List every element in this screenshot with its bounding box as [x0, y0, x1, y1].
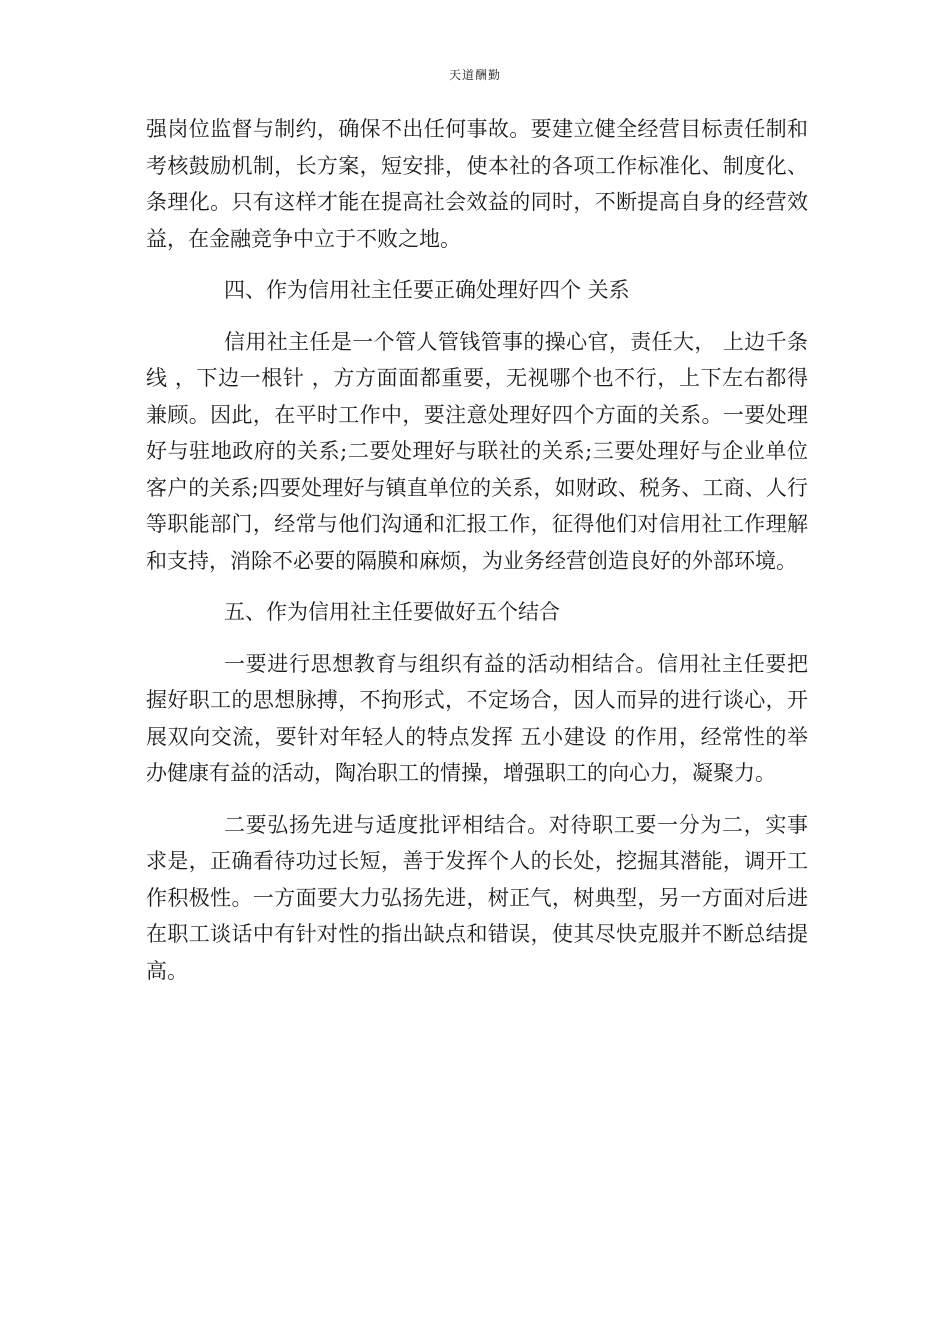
section-heading-four: 四、作为信用社主任要正确处理好四个 关系	[224, 278, 630, 302]
page-header: 天道酬勤	[448, 68, 501, 82]
paragraph-continuation: 强岗位监督与制约，确保不出任何事故。要建立健全经营目标责任制和考核鼓励机制，长方案，短安排，使本社的各项工作标准化、制度化、条理化。只有这样才能在提高社会效益的同时，不断提高自身的经营效益，在金融竞争中立于不败之地。	[146, 117, 808, 251]
paragraph-four-relations: 信用社主任是一个管人管钱管事的操心官，责任大， 上边千条线 ，下边一根针 ，方方面面都重要，无视哪个也不行，上下左右都得兼顾。因此，在平时工作中，要注意处理好四个方面的关系。一要处理好与驻地政府的关系;二要处理好与联社的关系;三要处理好与企业单位客户的关系;四要处理好与镇直单位的关系，如财政、税务、工商、人行等职能部门，经常与他们沟通和汇报工作，征得他们对信用社工作理解和支持，消除不必要的隔膜和麻烦，为业务经营创造良好的外部环境。	[146, 329, 808, 573]
document-body	[146, 111, 808, 989]
paragraph-combination-two: 二要弘扬先进与适度批评相结合。对待职工要一分为二，实事求是，正确看待功过长短，善于发挥个人的长处，挖掘其潜能，调开工作积极性。一方面要大力弘扬先进，树正气，树典型，另一方面对后进在职工谈话中有针对性的指出缺点和错误，使其尽快克服并不断总结提高。	[146, 812, 808, 983]
section-heading-five: 五、作为信用社主任要做好五个结合	[224, 600, 560, 624]
paragraph-combination-one: 一要进行思想教育与组织有益的活动相结合。信用社主任要把握好职工的思想脉搏，不拘形式，不定场合，因人而异的进行谈心，开展双向交流，要针对年轻人的特点发挥 五小建设 的作用，经常性的举办健康有益的活动，陶冶职工的情操，增强职工的向心力，凝聚力。	[146, 651, 808, 785]
